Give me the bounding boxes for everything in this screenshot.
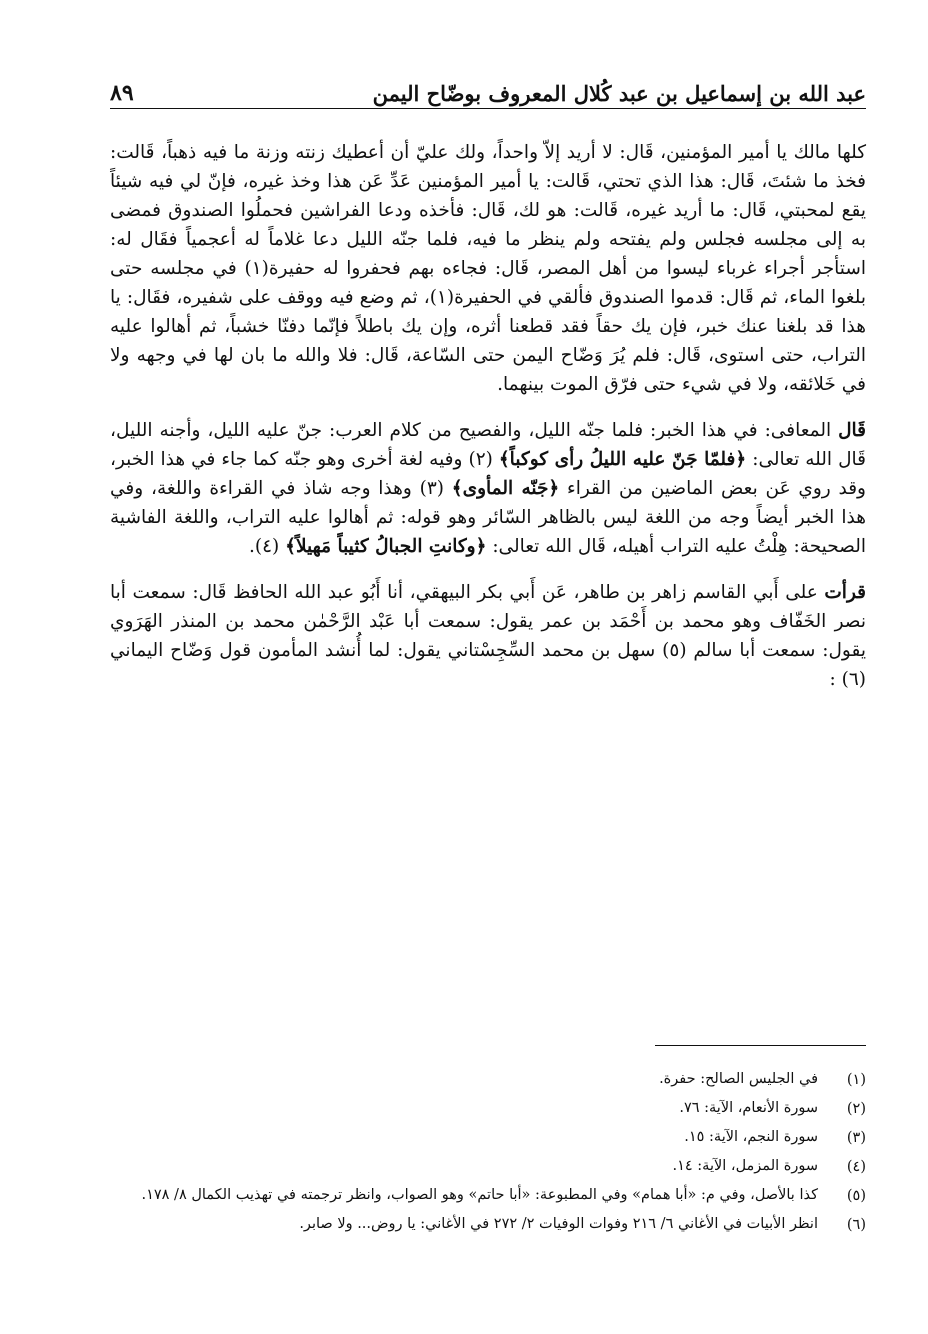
lead-word: قرأت [824, 582, 866, 603]
footnote-item [110, 1153, 866, 1182]
footnote-number: (٥) [846, 1188, 866, 1204]
quran-quote: ﴿جَنّه المأوى﴾ [451, 478, 560, 499]
paragraph [110, 578, 866, 694]
text-segment: وفيه لغة أخرى وهو جنّه كما جاء في هذا الخبر، وقد روي عَن بعض الماضين من القراء [110, 449, 866, 499]
text-segment: على أَبي القاسم زاهر بن طاهر، عَن أَبي بكر البيهقي، أنا أَبُو عبد الله الحافظ قَال: سمعت أبا نصر الخَفّاف وهو محمد بن أَحْمَد بن عمر يقول: سمعت أبا عَبْد الرَّحْمٰن محمد بن المنذر الهَرَوي يقول: سمعت أبا سالم [110, 582, 866, 661]
footnote-number: (٢) [846, 1101, 866, 1117]
quran-quote: ﴿وكانتِ الجبالُ كثيباً مَهيلاً﴾ [285, 536, 487, 557]
header-rule [110, 108, 866, 109]
footnote-rule [655, 1045, 866, 1046]
footnote-text: سورة الأنعام، الآية: ٧٦. [679, 1100, 818, 1116]
text-segment: ، ثم وضع فيه ووقف على شفيره، فقَال: يا هذا قد بلغنا عنك خبر، فإن يك حقاً فقد قطعنا أثره، وإن يك باطلاً فإنّما دفنّا خشباً، ثم أهالوا عليه التراب، حتى استوى، قَال: فلم يُرَ وَضّاح اليمن حتى السّاعة، قَال: فلا والله ما بان لها في وجهه ولا في خَلائقه، ولا في شيء حتى فرّق الموت بينهما. [110, 287, 866, 395]
paragraph [110, 138, 866, 399]
footnote-ref: (٥) [662, 640, 687, 661]
footnote-ref: (٢) [468, 449, 493, 470]
text-segment: كلها مالك يا أمير المؤمنين، قَال: لا أريد إلاّ واحداً، ولك عليّ أن أعطيك زنته وزنة ما فيه ذهباً، قَالت: فخذ ما شئتَ، قَال: هذا الذي تحتي، قَالت: يا أمير المؤمنين عَدِّ عَن هذا وخذ غيره، فإنّ لي فيه شيئاً يقع لمحبتي، قَال: ما أريد غيره، قَالت: هو لك، قَال: فأخذه ودعا الفراشين فحملُوا الصندوق فمضى به إلى مجلسه فجلس ولم يفتحه ولم ينظر ما فيه، فلما جنّه الليل دعا غلاماً له أعجمياً فقَال له: استأجر أجراء غرباء ليسوا من أهل المصر، قَال: فجاءه بهم فحفروا له حفيرة [110, 142, 866, 279]
footnote-item [110, 1095, 866, 1124]
footnote-ref: (٦) [841, 669, 866, 690]
body-text [110, 138, 866, 711]
lead-word: قَال [838, 420, 866, 441]
footnote-ref: (١) [244, 258, 269, 279]
footnote-item [110, 1066, 866, 1095]
footnote-text: انظر الأبيات في الأغاني ٦/ ٢١٦ وفوات الوفيات ٢/ ٢٧٢ في الأغاني: يا روض... ولا صابر. [299, 1216, 818, 1232]
footnote-number: (١) [846, 1072, 866, 1088]
paragraph [110, 416, 866, 561]
page-header [110, 70, 866, 106]
footnote-text: سورة النجم، الآية: ١٥. [684, 1129, 818, 1145]
running-title: عبد الله بن إسماعيل بن عبد كُلال المعروف بوضّاح اليمن [372, 81, 866, 106]
text-segment [444, 478, 452, 499]
footnote-ref: (٣) [419, 478, 444, 499]
footnote-number: (٣) [846, 1130, 866, 1146]
text-segment: وهذا وجه شاذ في القراءة واللغة، وفي هذا الخبر أيضاً وجه من اللغة ليس بالظاهر السّائر وهو قوله: ثم أهالوا عليه التراب، واللغة الفاشية الصحيحة: هِلْتُ عليه التراب أهيله، قَال الله تعالى: [110, 478, 866, 557]
text-segment: المعافى: في هذا الخبر: فلما جنّه الليل، والفصيح من كلام العرب: جنّ عليه الليل، وأجنه الليل، قَال الله تعالى: [110, 420, 866, 470]
page-number: ٨٩ [110, 80, 134, 106]
footnote-number: (٤) [846, 1159, 866, 1175]
footnote-text: كذا بالأصل، وفي م: «أبا همام» وفي المطبوعة: «أبا حاتم» وهو الصواب، وانظر ترجمته في تهذيب الكمال ٨/ ١٧٨. [141, 1187, 818, 1203]
footnote-text: في الجليس الصالح: حفرة. [659, 1071, 818, 1087]
text-segment: في مجلسه حتى بلغوا الماء، ثم قَال: قدموا الصندوق فألقي في الحفيرة [110, 258, 866, 308]
footnote-ref: (١) [429, 287, 455, 308]
footnote-text: سورة المزمل، الآية: ١٤. [672, 1158, 818, 1174]
text-segment: . [248, 536, 255, 557]
text-segment: : [829, 669, 842, 690]
footnote-number: (٦) [846, 1217, 866, 1233]
footnote-item [110, 1211, 866, 1240]
footnotes [110, 1066, 866, 1240]
quran-quote: ﴿فلمّا جَنّ عليه الليلُ رأى كوكباً﴾ [498, 449, 747, 470]
text-segment: سهل بن محمد السِّجِسْتاني يقول: لما أُنشد المأمون قول وَضّاح اليماني [110, 640, 663, 661]
footnote-item [110, 1182, 866, 1211]
footnote-item [110, 1124, 866, 1153]
footnote-ref: (٤) [254, 536, 280, 557]
